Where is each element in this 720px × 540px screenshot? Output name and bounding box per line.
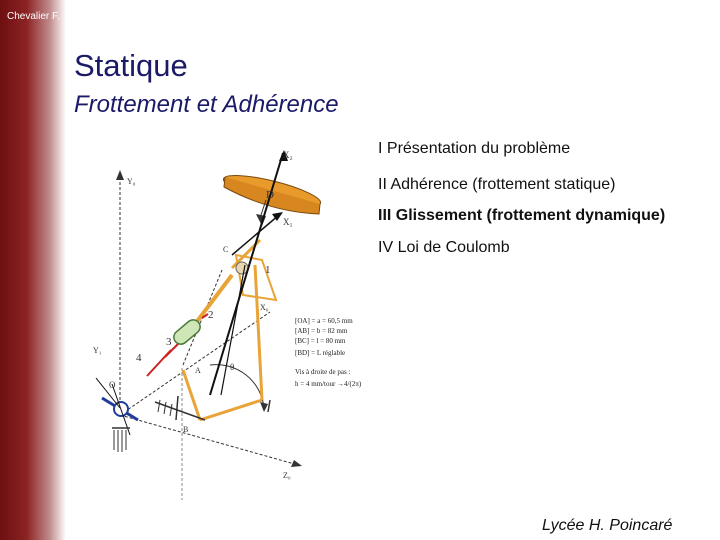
label-z0: Z₀ [283,471,291,480]
label-theta: θ [230,362,235,372]
outline-item-2: II Adhérence (frottement statique) [378,176,616,193]
label-b: B [183,425,189,434]
parameter-bc: [BC] = l = 80 mm [295,337,346,345]
mechanism-diagram [78,140,398,540]
arm-1-vertical [255,265,262,400]
end-marker [268,400,270,412]
parameter-oa: [OA] = a = 60,5 mm [295,317,353,325]
theta-arc-arrow [260,402,268,412]
label-c: C [223,245,229,254]
footer-school: Lycée H. Poincaré [542,517,673,534]
link-ab [200,400,262,420]
parameter-ab: [AB] = b = 82 mm [295,327,348,335]
label-part-2: 2 [208,309,214,321]
parameter-bd: [BD] = L réglable [295,349,346,357]
outline-item-3: III Glissement (frottement dynamique) [378,207,666,224]
sidebar-band [0,0,66,540]
screw-value: h = 4 mm/tour →4/(2π) [295,380,362,388]
author-label: Chevalier F. [7,11,60,22]
label-d: D [266,189,274,201]
outline-item-1: I Présentation du problème [378,140,571,157]
ground-hatch [112,428,130,452]
part-4-link [147,350,171,376]
label-part-3: 3 [166,336,172,348]
axis-z0-arrow [291,460,302,467]
label-y0: Y₀ [127,177,136,186]
rod-x1 [232,215,279,255]
label-x2: X₂ [283,150,293,160]
label-o: O [109,380,116,390]
parameter-list [295,317,362,388]
label-a: A [195,366,201,375]
label-y1: Y₁ [93,346,102,355]
slide-subtitle: Frottement et Adhérence [74,91,339,118]
part-3-cylinder [171,317,203,347]
axis-y0-arrow [116,170,124,180]
label-x0: X₀ [260,303,269,312]
axis-y1-line [96,378,120,408]
label-x1: X₁ [283,217,293,227]
outline-item-4: IV Loi de Coulomb [378,239,510,256]
label-part-4: 4 [136,352,142,364]
axis-z0-line [120,415,298,465]
slide-title: Statique [74,48,188,83]
screw-title: Vis à droite de pas : [295,368,351,376]
label-part-1: 1 [265,264,271,276]
